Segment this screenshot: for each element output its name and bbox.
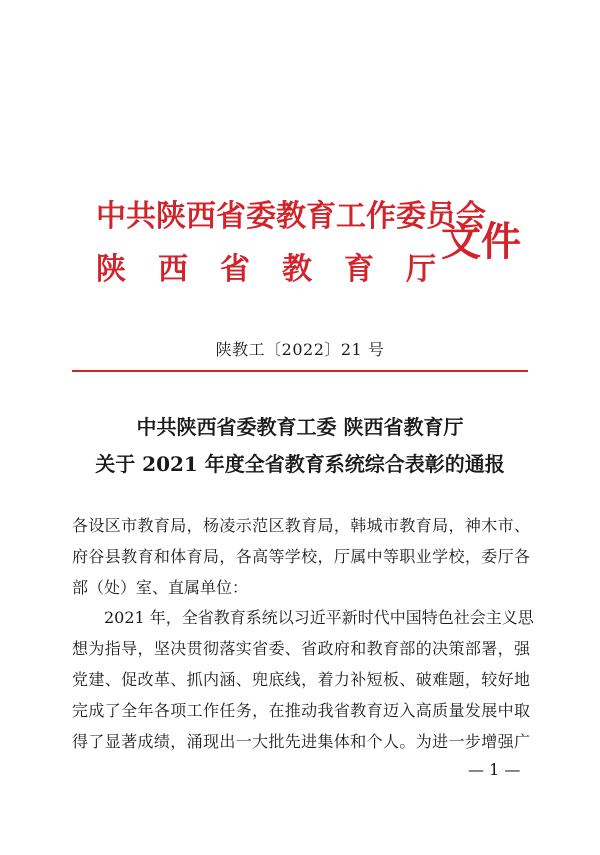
paragraph-line: 想为指导，坚决贯彻落实省委、省政府和教育部的决策部署，强 xyxy=(72,639,530,658)
addressee-line: 各设区市教育局，杨凌示范区教育局，韩城市教育局，神木市、 xyxy=(72,516,530,535)
letterhead-org-line-1: 中共陕西省委教育工作委员会 xyxy=(96,199,486,234)
paragraph-line: 完成了全年各项工作任务，在推动我省教育迈入高质量发展中取 xyxy=(72,701,530,720)
paragraph-line: 党建、促改革、抓内涵、兜底线，着力补短板、破难题，较好地 xyxy=(72,670,530,689)
letterhead-org-line-2 xyxy=(96,252,436,288)
document-title-line-2: 关于 2021 年度全省教育系统综合表彰的通报 xyxy=(95,452,505,476)
page-number: — 1 — xyxy=(468,760,521,779)
letterhead-doc-type: 文件 xyxy=(441,218,521,265)
document-number: 陕教工〔2022〕21 号 xyxy=(215,340,385,359)
document-title-line-1: 中共陕西省委教育工委 陕西省教育厅 xyxy=(136,415,464,439)
letterhead-char: 省 xyxy=(220,252,250,287)
addressee-line: 府谷县教育和体育局，各高等学校，厅属中等职业学校，委厅各 xyxy=(72,547,530,566)
addressee-line: 部（处）室、直属单位： xyxy=(72,578,249,597)
paragraph-line: 2021 年，全省教育系统以习近平新时代中国特色社会主义思 xyxy=(104,608,534,627)
paragraph-line: 得了显著成绩，涌现出一大批先进集体和个人。为进一步增强广 xyxy=(72,732,530,751)
letterhead-char: 陕 xyxy=(96,252,126,287)
letterhead-char: 厅 xyxy=(406,252,436,287)
letterhead-char: 教 xyxy=(282,252,312,287)
red-divider-rule xyxy=(72,370,528,372)
letterhead-char: 育 xyxy=(344,252,374,287)
letterhead-char: 西 xyxy=(158,252,188,287)
